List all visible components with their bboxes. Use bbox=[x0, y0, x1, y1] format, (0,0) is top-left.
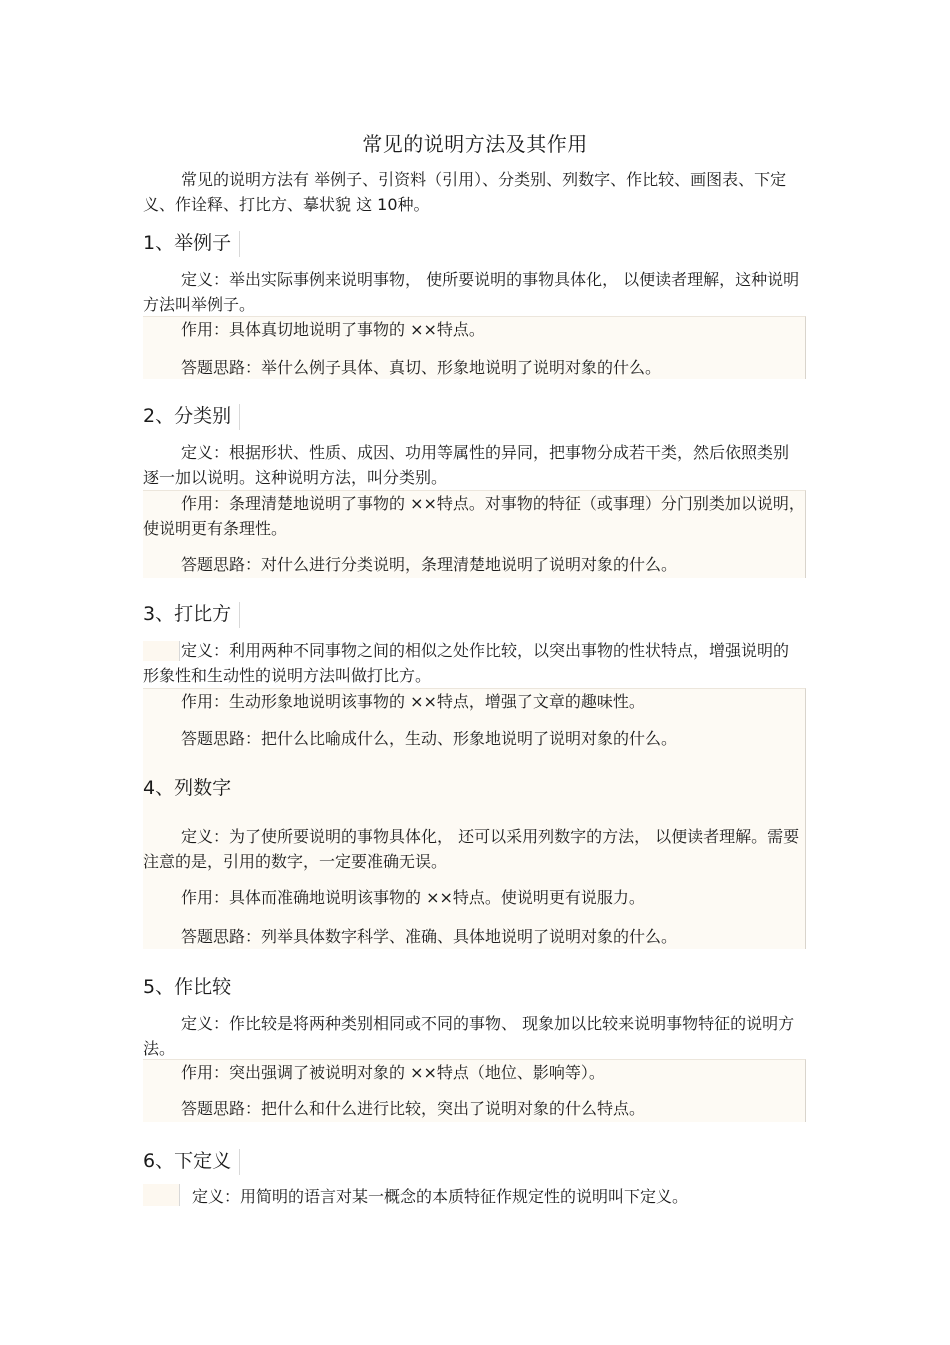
section-heading-text: 6、下定义 bbox=[143, 1150, 232, 1172]
section-heading-2 bbox=[143, 403, 240, 430]
section-heading-5 bbox=[143, 974, 231, 1000]
section-heading-4 bbox=[143, 775, 231, 801]
definition-4: 定义：为了使所要说明的事物具体化， 还可以采用列数字的方法， 以便读者理解。需要注意的是，引用的数字，一定要准确无误。 bbox=[143, 827, 800, 871]
section-heading-text: 2、分类别 bbox=[143, 405, 232, 427]
effect-box-2 bbox=[143, 490, 806, 578]
effect-5: 作用：突出强调了被说明对象的 ××特点（地位、影响等）。 bbox=[181, 1063, 605, 1082]
definition-3: 定义：利用两种不同事物之间的相似之处作比较，以突出事物的性状特点，增强说明的形象性和生动性的说明方法叫做打比方。 bbox=[143, 641, 790, 685]
section-heading-text: 3、打比方 bbox=[143, 603, 232, 625]
definition-6: 定义：用简明的语言对某一概念的本质特征作规定性的说明叫下定义。 bbox=[192, 1187, 689, 1206]
definition-5: 定义：作比较是将两种类别相同或不同的事物、 现象加以比较来说明事物特征的说明方法。 bbox=[143, 1014, 795, 1058]
section-heading-3 bbox=[143, 601, 240, 628]
effect-box-1 bbox=[143, 316, 806, 379]
effect-2: 作用：条理清楚地说明了事物的 ××特点。对事物的特征（或事理）分门别类加以说明，使说明更有条理性。 bbox=[143, 494, 805, 538]
section-heading-text: 1、举例子 bbox=[143, 232, 232, 254]
effect-3: 作用：生动形象地说明该事物的 ××特点，增强了文章的趣味性。 bbox=[181, 692, 645, 711]
page-title: 常见的说明方法及其作用 bbox=[362, 132, 588, 156]
effect-box-5 bbox=[143, 1059, 806, 1122]
approach-2: 答题思路：对什么进行分类说明，条理清楚地说明了说明对象的什么。 bbox=[181, 555, 678, 574]
approach-4: 答题思路：列举具体数字科学、准确、具体地说明了说明对象的什么。 bbox=[181, 927, 678, 946]
section-heading-text: 5、作比较 bbox=[143, 976, 232, 998]
intro-paragraph: 常见的说明方法有 举例子、引资料（引用）、分类别、列数字、作比较、画图表、下定义、作诠释、打比方、摹状貌 这 10种。 bbox=[143, 170, 787, 214]
approach-5: 答题思路：把什么和什么进行比较，突出了说明对象的什么特点。 bbox=[181, 1099, 646, 1118]
definition-2: 定义：根据形状、性质、成因、功用等属性的异同，把事物分成若干类，然后依照类别逐一加以说明。这种说明方法，叫分类别。 bbox=[143, 443, 790, 487]
effect-4: 作用：具体而准确地说明该事物的 ××特点。使说明更有说服力。 bbox=[181, 888, 645, 907]
approach-3: 答题思路：把什么比喻成什么，生动、形象地说明了说明对象的什么。 bbox=[181, 729, 678, 748]
section-heading-text: 4、列数字 bbox=[143, 777, 232, 799]
definition-1: 定义：举出实际事例来说明事物， 使所要说明的事物具体化， 以便读者理解，这种说明方法叫举例子。 bbox=[143, 270, 800, 314]
heading-divider bbox=[239, 404, 240, 430]
section-heading-6 bbox=[143, 1148, 240, 1175]
approach-1: 答题思路：举什么例子具体、真切、形象地说明了说明对象的什么。 bbox=[181, 358, 662, 377]
heading-divider bbox=[239, 602, 240, 628]
section-heading-1 bbox=[143, 230, 240, 257]
effect-1: 作用：具体真切地说明了事物的 ××特点。 bbox=[181, 320, 485, 339]
heading-divider bbox=[239, 231, 240, 257]
heading-divider bbox=[239, 1149, 240, 1175]
